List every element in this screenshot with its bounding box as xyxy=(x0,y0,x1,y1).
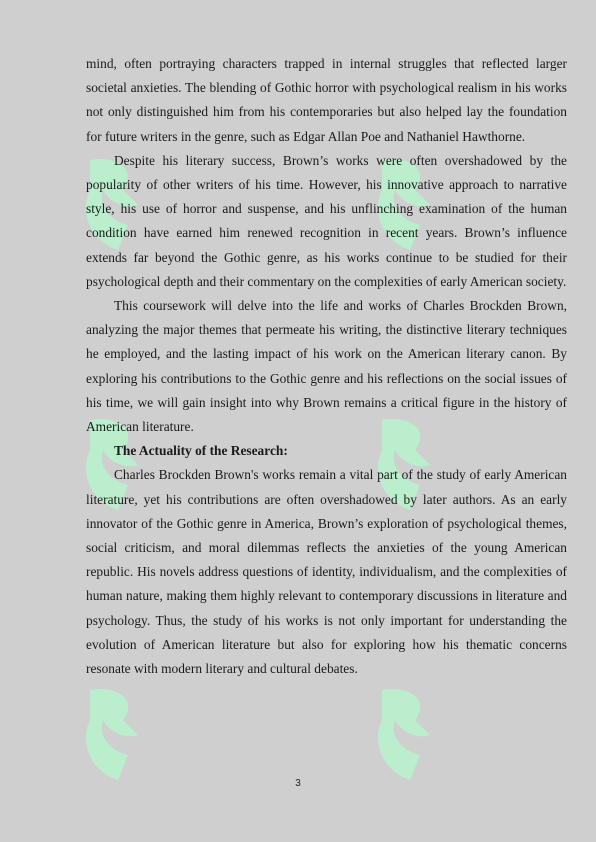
paragraph: Charles Brockden Brown's works remain a vital part of the study of early American literature, yet his contributions are often overshadowed by later authors. As an early innovator of the Gothic genre in America, Brown’s exploration of psychological themes, social criticism, and moral dilemmas reflects the anxieties of the young American republic. His novels address questions of identity, individualism, and the complexities of human nature, making them highly relevant to contemporary discussions in literature and psychology. Thus, the study of his works is not only important for understanding the evolution of American literature but also for exploring how his thematic concerns resonate with modern literary and cultural debates. xyxy=(86,467,567,677)
watermark-logo-icon xyxy=(78,680,148,790)
body-text xyxy=(86,52,567,681)
paragraph: mind, often portraying characters trapped in internal struggles that reflected larger societal anxieties. The blending of Gothic horror with psychological realism in his works not only distinguished him from his contemporaries but also helped lay the foundation for future writers in the genre, such as Edgar Allan Poe and Nathaniel Hawthorne. xyxy=(86,56,567,144)
paragraph: Despite his literary success, Brown’s works were often overshadowed by the popularity of other writers of his time. However, his innovative approach to narrative style, his use of horror and suspense, and his unflinching examination of the human condition have earned him renewed recognition in recent years. Brown’s influence extends far beyond the Gothic genre, as his works continue to be studied for their psychological depth and their commentary on the complexities of early American society. xyxy=(86,152,567,289)
page-number: 3 xyxy=(295,778,301,789)
watermark-logo-icon xyxy=(370,680,440,790)
section-heading: The Actuality of the Research: xyxy=(114,443,288,459)
paragraph: This coursework will delve into the life and works of Charles Brockden Brown, analyzing the major themes that permeate his writing, the distinctive literary techniques he employed, and the lasting impact of his work on the American literary canon. By exploring his contributions to the Gothic genre and his reflections on the social issues of his time, we will gain insight into why Brown remains a critical figure in the history of American literature. xyxy=(86,298,567,435)
